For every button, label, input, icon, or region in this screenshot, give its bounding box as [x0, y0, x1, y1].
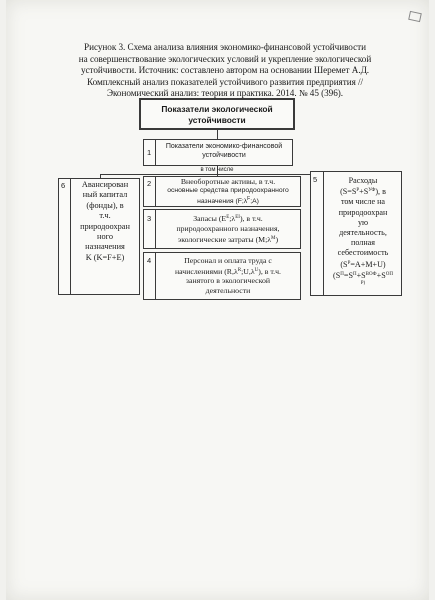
box-4-line: занятого в экологической	[185, 276, 271, 286]
box-4-divider	[155, 252, 156, 300]
box-5-line: полная	[351, 238, 375, 248]
including-label: в том числе	[200, 167, 234, 173]
box-5-line: природоохран	[338, 207, 388, 217]
box-3-text	[157, 213, 299, 245]
box-4-line: Персонал и оплата труда с	[184, 256, 272, 265]
box-6-line: K (K=F+E)	[85, 252, 125, 262]
box-6-line: назначения	[85, 242, 125, 252]
box-3-line: экологические затраты $(M;\lambda^M)$	[177, 235, 279, 244]
box-6-line: ного	[97, 232, 113, 242]
caption-line: Комплексный анализ показателей устойчивого развития предприятия //	[86, 76, 363, 87]
caption-line: устойчивости. Источник: составлено автором на основании Шеремет А.Д.	[80, 65, 370, 76]
box-6-number: 6	[61, 181, 66, 190]
box-3-line: природоохранного назначения,	[176, 224, 280, 233]
box-1-text: Показатели экономико-финансовой устойчивости	[165, 143, 283, 159]
box-5-line: P)	[360, 281, 366, 287]
box-2-line: назначения $(F;\lambda^F;A)$	[197, 196, 259, 205]
connector-line	[217, 130, 218, 139]
box-4-line: деятельности	[205, 285, 251, 295]
figure-caption	[45, 42, 405, 100]
box-5-line: том числе на	[340, 197, 386, 207]
box-1-divider	[155, 139, 156, 166]
box-6-line: ный капитал	[82, 190, 128, 200]
box-5-divider	[323, 171, 324, 296]
box-6-text	[72, 180, 138, 263]
box-5-line: ую	[357, 217, 369, 227]
box-2-divider	[155, 176, 156, 207]
box-6-divider	[70, 178, 71, 295]
caption-line: Экономический анализ: теория и практика. 2014. № 45 (396).	[106, 88, 344, 99]
box-4-number: 4	[147, 256, 152, 265]
box-3-number: 3	[147, 214, 152, 223]
box-3-line: Запасы $(E^E;\lambda^{EI})$, в т.ч.	[193, 214, 263, 223]
box-2-line: основные средства природоохранного	[167, 187, 289, 194]
box-4-line: начислениями $(R,\lambda^R;U,\lambda^U)$, в т.ч.	[174, 266, 282, 276]
box-6-line: т.ч.	[99, 211, 111, 221]
box-2-number: 2	[147, 179, 152, 188]
caption-line: Рисунок 3. Схема анализа влияния экономико-финансовой устойчивости	[84, 42, 366, 52]
box-4-text	[157, 256, 299, 295]
box-2-text	[157, 177, 299, 206]
box-5-line: ($S^П=S^П+S^{ВОФ}+S^{ОП}$	[333, 270, 393, 280]
box-5-number: 5	[313, 175, 318, 184]
box-5-text	[325, 176, 401, 287]
box-5-line: Расходы	[348, 176, 378, 185]
caption-line: на совершенствование экологических условий и укрепление экологической	[78, 53, 372, 64]
box-5-line: $(S=S^P+S^{УФ})$, в	[340, 187, 386, 197]
box-1-number: 1	[147, 148, 152, 157]
box-3-divider	[155, 209, 156, 249]
box-5-line: себестоимость	[337, 248, 389, 258]
box-5-line: деятельность,	[339, 228, 387, 238]
box-6-line: Авансирован	[81, 180, 129, 189]
box-5-line: $(S^P=A+M+U)$	[340, 259, 386, 269]
ecological-indicators-title: Показатели экологической устойчивости	[161, 104, 273, 125]
box-2-line: Внеоборотные активы, в т.ч.	[180, 177, 276, 186]
box-6-line: (фонды), в	[86, 200, 124, 210]
box-6-line: природоохран	[80, 221, 130, 231]
